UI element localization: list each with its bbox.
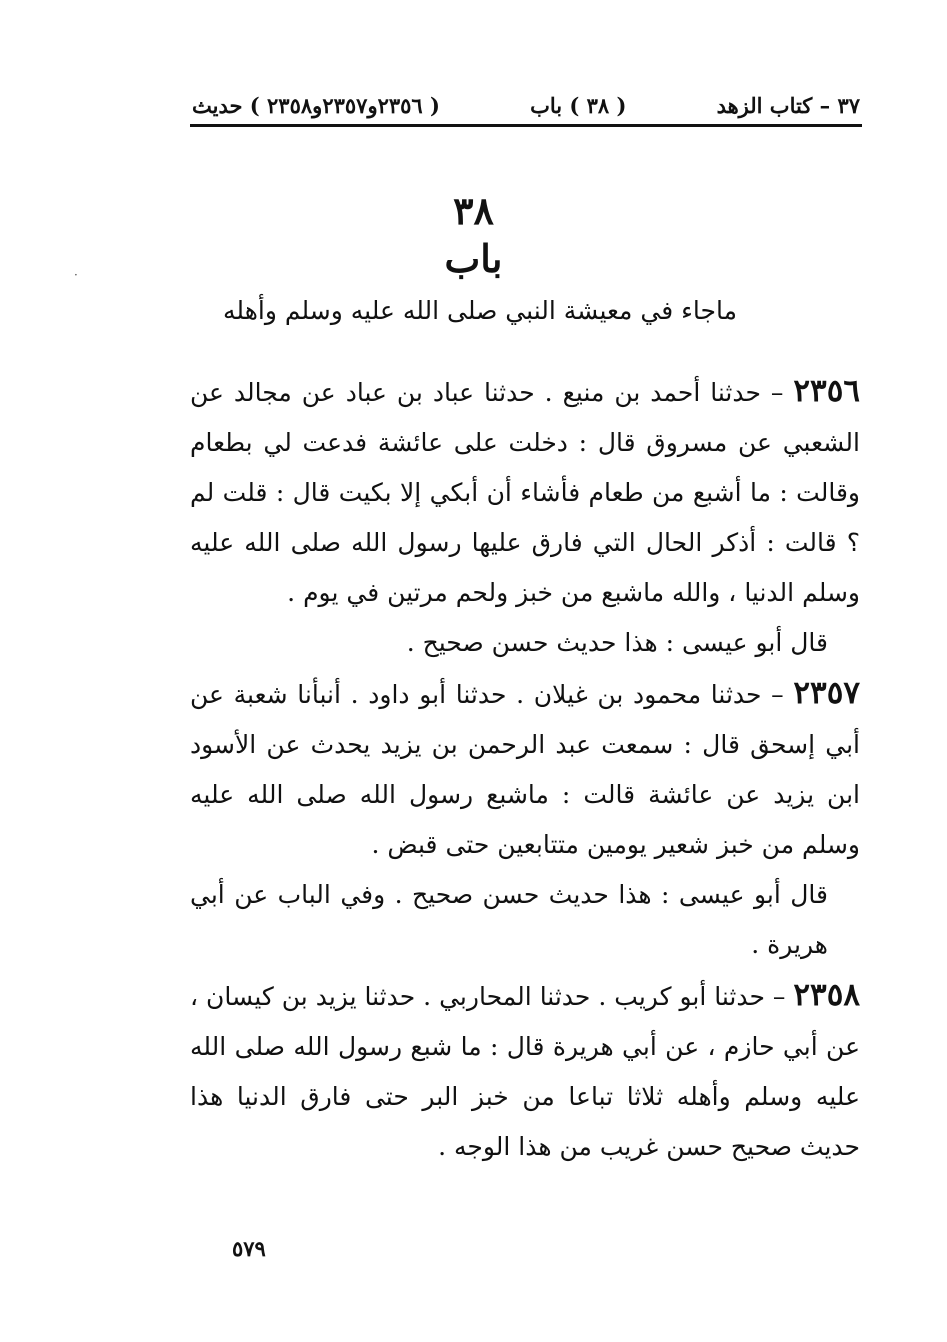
scan-speck: ·	[74, 268, 78, 282]
chapter-number: ٣٨	[453, 188, 494, 233]
document-body	[190, 366, 860, 1172]
hadith-note	[190, 870, 860, 970]
chapter-heading: باب	[444, 236, 503, 281]
hadith-paragraph	[190, 970, 860, 1172]
running-header	[192, 88, 860, 122]
header-hadith-range: ( ٢٣٥٦و٢٣٥٧و٢٣٥٨ ) حديث	[192, 92, 440, 118]
page-number: ٥٧٩	[232, 1236, 266, 1261]
header-rule	[190, 124, 862, 127]
hadith-number: ٢٣٥٧	[793, 675, 860, 711]
hadith-note-text: قال أبو عيسى : هذا حديث حسن صحيح . وفي الباب عن أبي هريرة .	[190, 880, 828, 959]
header-chapter: ( ٣٨ ) باب	[530, 92, 627, 118]
hadith-number: ٢٣٥٦	[793, 373, 861, 409]
hadith-note	[190, 618, 860, 668]
hadith-text: – حدثنا أحمد بن منيع . حدثنا عباد بن عباد عن مجالد عن الشعبي عن مسروق قال : دخلت على عائشة فدعت لي بطعام وقالت : ما أشبع من طعام فأشاء أن أبكي إلا بكيت قال : قلت لم ؟ قالت : أذكر الحال التي فارق عليها رسول الله صلى الله عليه وسلم الدنيا ، والله ماشبع من خبز ولحم مرتين في يوم .	[190, 378, 860, 607]
hadith-paragraph	[190, 366, 860, 618]
hadith-paragraph	[190, 668, 860, 870]
chapter-title: ماجاء في معيشة النبي صلى الله عليه وسلم وأهله	[223, 296, 737, 325]
hadith-note-text: قال أبو عيسى : هذا حديث حسن صحيح .	[406, 628, 828, 657]
header-book-title: ٣٧ – كتاب الزهد	[716, 92, 860, 118]
hadith-text: – حدثنا أبو كريب . حدثنا المحاربي . حدثنا يزيد بن كيسان ، عن أبي حازم ، عن أبي هريرة قال : ما شبع رسول الله صلى الله عليه وسلم وأهله ثلاثا تباعا من خبز البر حتى فارق الدنيا هذا حديث صحيح حسن غريب من هذا الوجه .	[190, 982, 860, 1161]
hadith-number: ٢٣٥٨	[793, 977, 860, 1013]
hadith-text: – حدثنا محمود بن غيلان . حدثنا أبو داود . أنبأنا شعبة عن أبي إسحق قال : سمعت عبد الرحمن بن يزيد يحدث عن الأسود ابن يزيد عن عائشة قالت : ماشبع رسول الله صلى الله عليه وسلم من خبز شعير يومين متتابعين حتى قبض .	[190, 680, 860, 859]
